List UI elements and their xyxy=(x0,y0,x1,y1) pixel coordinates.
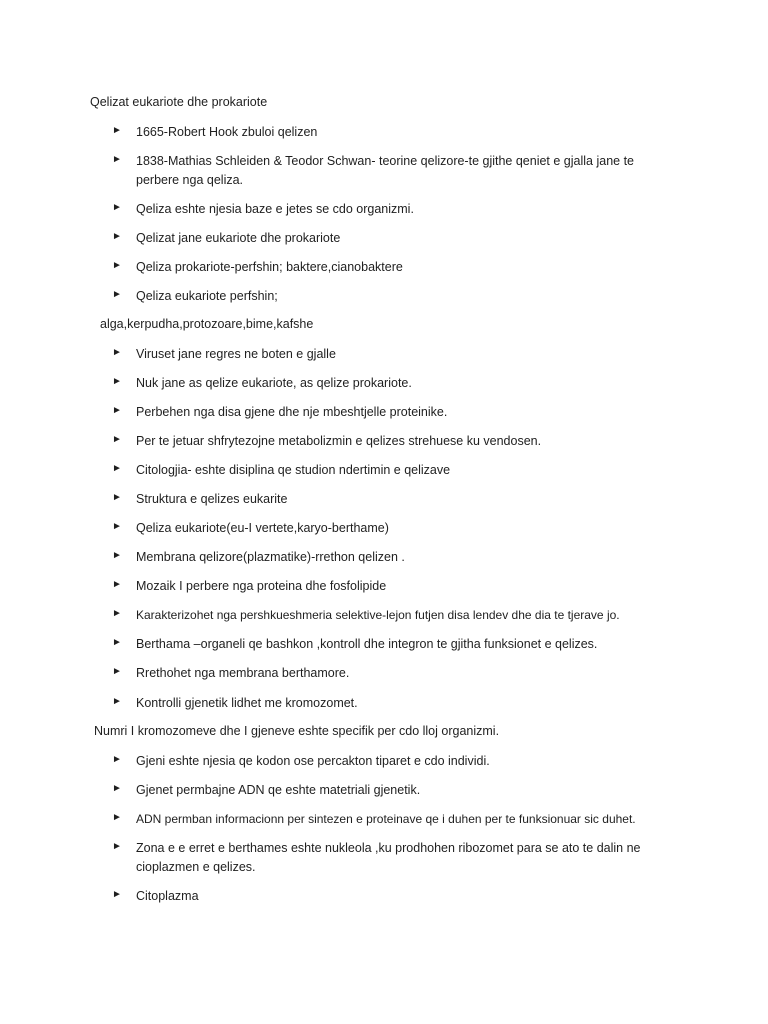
bullet-arrow-icon: ► xyxy=(112,812,122,823)
list-item xyxy=(112,258,672,277)
list-item xyxy=(112,152,672,190)
list-item-text: Membrana qelizore(plazmatike)-rrethon qelizen . xyxy=(136,550,405,564)
bullet-arrow-icon: ► xyxy=(112,260,122,271)
list-item-text: Perbehen nga disa gjene dhe nje mbeshtjelle proteinike. xyxy=(136,405,448,419)
bullet-arrow-icon: ► xyxy=(112,289,122,300)
bullet-arrow-icon: ► xyxy=(112,550,122,561)
list-item-text: Citoplazma xyxy=(136,889,199,903)
document-title: Qelizat eukariote dhe prokariote xyxy=(90,95,268,109)
list-item xyxy=(112,577,672,596)
bullet-arrow-icon: ► xyxy=(112,579,122,590)
list-item-text: Qeliza prokariote-perfshin; baktere,cianobaktere xyxy=(136,260,403,274)
bullet-arrow-icon: ► xyxy=(112,125,122,136)
list-item-text: Karakterizohet nga pershkueshmeria selektive-lejon futjen disa lendev dhe dia te tjerave jo. xyxy=(136,608,620,622)
list-item-text: Nuk jane as qelize eukariote, as qelize prokariote. xyxy=(136,376,412,390)
list-item-text: Zona e e erret e berthames eshte nukleola ,ku prodhohen ribozomet para se ato te dalin ne cioplazmen e qelizes. xyxy=(136,841,641,874)
list-item xyxy=(112,432,672,451)
bullet-arrow-icon: ► xyxy=(112,521,122,532)
list-item-text: ADN permban informacionn per sintezen e proteinave qe i duhen per te funksionuar sic duhet. xyxy=(136,812,636,826)
bullet-arrow-icon: ► xyxy=(112,754,122,765)
list-item xyxy=(112,123,672,142)
list-item-text: Viruset jane regres ne boten e gjalle xyxy=(136,347,336,361)
list-item-text: Gjenet permbajne ADN qe eshte matetriali gjenetik. xyxy=(136,783,421,797)
list-item xyxy=(112,461,672,480)
list-item-text: Citologjia- eshte disiplina qe studion ndertimin e qelizave xyxy=(136,463,451,477)
bullet-arrow-icon: ► xyxy=(112,637,122,648)
list-item xyxy=(112,781,672,800)
list-item xyxy=(112,345,672,364)
list-item xyxy=(112,548,672,567)
body-paragraph: Numri I kromozomeve dhe I gjeneve eshte specifik per cdo lloj organizmi. xyxy=(94,724,500,738)
list-item-text: Mozaik I perbere nga proteina dhe fosfolipide xyxy=(136,579,387,593)
list-item-text: Rrethohet nga membrana berthamore. xyxy=(136,666,350,680)
bullet-arrow-icon: ► xyxy=(112,492,122,503)
bullet-arrow-icon: ► xyxy=(112,154,122,165)
bullet-arrow-icon: ► xyxy=(112,434,122,445)
list-item xyxy=(112,200,672,219)
bullet-arrow-icon: ► xyxy=(112,405,122,416)
list-item xyxy=(112,752,672,771)
list-item-text: Qeliza eukariote perfshin; xyxy=(136,289,278,303)
list-item-text: Qeliza eshte njesia baze e jetes se cdo organizmi. xyxy=(136,202,414,216)
list-item xyxy=(112,490,672,509)
list-item xyxy=(112,664,672,683)
list-item xyxy=(112,839,672,877)
list-item xyxy=(112,287,672,306)
continuation-text: alga,kerpudha,protozoare,bime,kafshe xyxy=(100,317,314,331)
list-item xyxy=(112,229,672,248)
bullet-arrow-icon: ► xyxy=(112,889,122,900)
list-item xyxy=(112,635,672,654)
list-item-text: Qeliza eukariote(eu-I vertete,karyo-berthame) xyxy=(136,521,389,535)
list-item-text: 1665-Robert Hook zbuloi qelizen xyxy=(136,125,318,139)
list-item-text: Struktura e qelizes eukarite xyxy=(136,492,288,506)
list-item-text: Gjeni eshte njesia qe kodon ose percakton tiparet e cdo individi. xyxy=(136,754,490,768)
bullet-arrow-icon: ► xyxy=(112,608,122,619)
bullet-arrow-icon: ► xyxy=(112,202,122,213)
list-item xyxy=(112,374,672,393)
list-item xyxy=(112,810,672,829)
bullet-arrow-icon: ► xyxy=(112,231,122,242)
list-item-text: Kontrolli gjenetik lidhet me kromozomet. xyxy=(136,696,358,710)
list-item xyxy=(112,403,672,422)
bullet-arrow-icon: ► xyxy=(112,841,122,852)
bullet-arrow-icon: ► xyxy=(112,463,122,474)
bullet-arrow-icon: ► xyxy=(112,696,122,707)
bullet-arrow-icon: ► xyxy=(112,666,122,677)
list-item xyxy=(112,606,672,625)
bullet-arrow-icon: ► xyxy=(112,347,122,358)
list-item-text: 1838-Mathias Schleiden & Teodor Schwan- teorine qelizore-te gjithe qeniet e gjalla jane te perbere nga qeliza. xyxy=(136,154,634,187)
list-item-text: Berthama –organeli qe bashkon ,kontroll dhe integron te gjitha funksionet e qelizes. xyxy=(136,637,598,651)
list-item xyxy=(112,887,672,906)
list-item-text: Per te jetuar shfrytezojne metabolizmin e qelizes strehuese ku vendosen. xyxy=(136,434,542,448)
list-item-text: Qelizat jane eukariote dhe prokariote xyxy=(136,231,341,245)
bullet-arrow-icon: ► xyxy=(112,783,122,794)
list-item xyxy=(112,694,672,713)
bullet-arrow-icon: ► xyxy=(112,376,122,387)
list-item xyxy=(112,519,672,538)
